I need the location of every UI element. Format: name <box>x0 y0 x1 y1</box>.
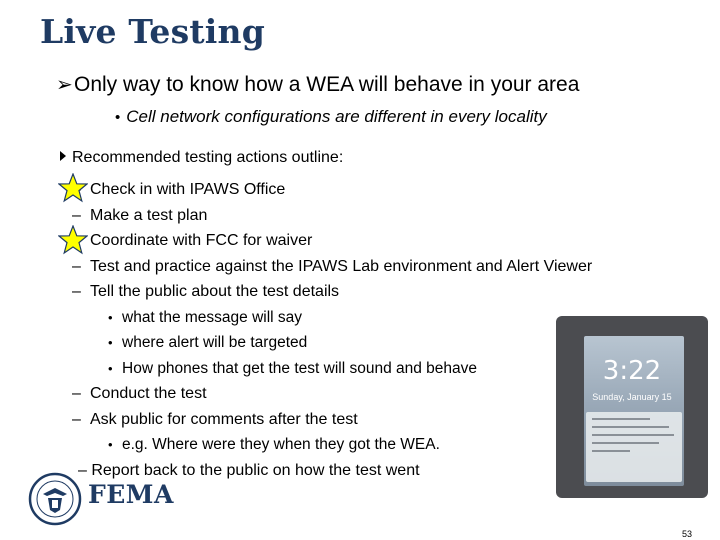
step-text: Coordinate with FCC for waiver <box>90 232 313 249</box>
step-item: – Make a test plan <box>72 207 208 224</box>
fema-logo <box>28 472 178 524</box>
bullet-dot-icon: • <box>115 109 121 126</box>
step-item: – Tell the public about the test details <box>72 283 340 300</box>
detail-text: what the message will say <box>122 309 303 326</box>
phone-time: 3:22 <box>602 356 662 386</box>
step-item: – Conduct the test <box>72 385 207 402</box>
example-text: e.g. Where were they when they got the WEA. <box>122 436 440 453</box>
step-item <box>72 231 312 251</box>
detail-item: • where alert will be targeted <box>108 334 308 351</box>
phone-photo <box>556 316 708 498</box>
detail-text: How phones that get the test will sound and behave <box>122 360 478 377</box>
detail-item: • what the message will say <box>108 309 303 326</box>
step-text: Test and practice against the IPAWS Lab environment and Alert Viewer <box>90 258 593 275</box>
star-icon <box>58 173 88 203</box>
step-text: Make a test plan <box>90 207 208 224</box>
example-item: • e.g. Where were they when they got the WEA. <box>108 436 440 453</box>
arrow-bullet-icon: ➢ <box>56 74 73 96</box>
sub-bullet <box>115 107 547 127</box>
step-text: Conduct the test <box>90 385 207 402</box>
dhs-seal-icon <box>28 472 82 526</box>
slide-title: Live Testing <box>40 12 265 51</box>
outline-heading-text: Recommended testing actions outline: <box>72 149 344 166</box>
step-item: – Test and practice against the IPAWS Lab environment and Alert Viewer <box>72 258 593 275</box>
fema-wordmark: FEMA <box>88 480 174 509</box>
main-bullet-text: Only way to know how a WEA will behave in your area <box>74 73 580 96</box>
step-item <box>72 180 285 200</box>
sub-bullet-text: Cell network configurations are different in every locality <box>126 107 547 126</box>
alert-notification <box>586 412 682 482</box>
main-bullet <box>56 72 579 98</box>
step-text: Tell the public about the test details <box>90 283 340 300</box>
page-number: 53 <box>682 529 693 539</box>
detail-text: where alert will be targeted <box>122 334 308 351</box>
step-text: Ask public for comments after the test <box>90 411 358 428</box>
report-back-item: – Report back to the public on how the test went <box>78 462 420 479</box>
phone-date: Sunday, January 15 <box>592 392 672 402</box>
step-item: – Ask public for comments after the test <box>72 411 358 428</box>
detail-item: • How phones that get the test will sound and behave <box>108 360 478 377</box>
step-text: Check in with IPAWS Office <box>90 181 286 198</box>
triangle-bullet-icon <box>60 151 66 161</box>
outline-heading <box>60 149 343 167</box>
star-icon <box>58 225 88 255</box>
